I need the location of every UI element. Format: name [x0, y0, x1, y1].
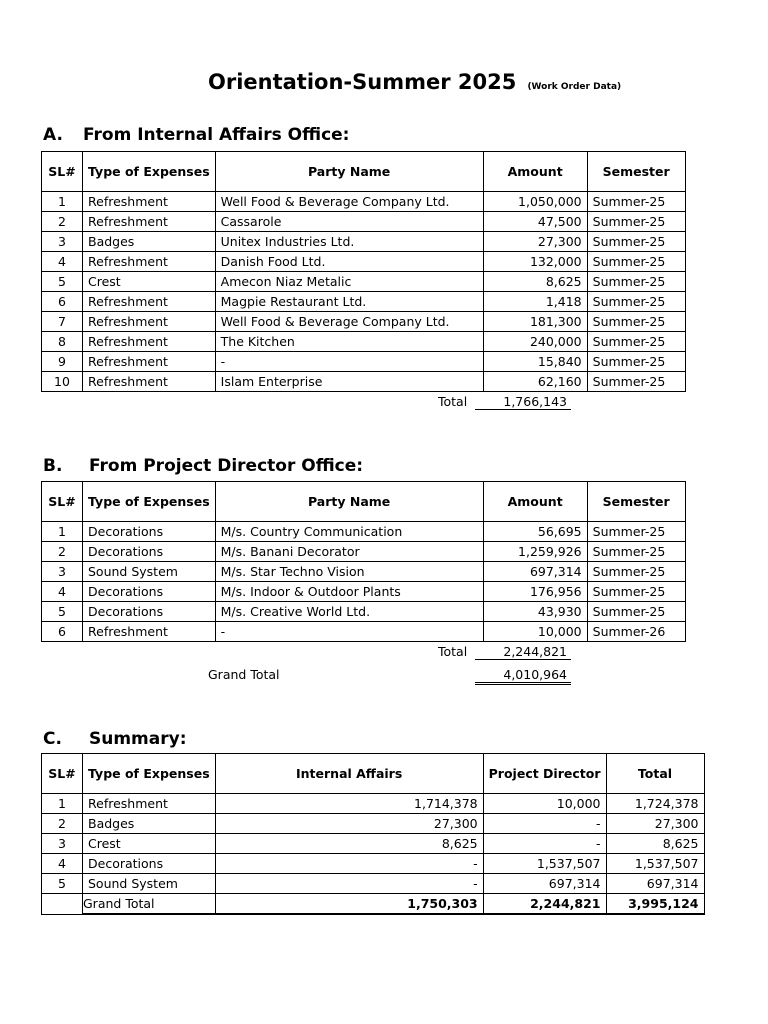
cell-sl: 1 [42, 192, 83, 212]
col-header-internal: Internal Affairs [215, 754, 483, 794]
table-row [42, 622, 686, 642]
cell-semester: Summer-25 [587, 192, 685, 212]
cell-total: 1,724,378 [606, 794, 704, 814]
cell-sl: 5 [42, 602, 83, 622]
cell-sl: 6 [42, 622, 83, 642]
cell-semester: Summer-25 [587, 562, 685, 582]
table-row [42, 794, 705, 814]
col-header-type: Type of Expenses [83, 754, 216, 794]
cell-type: Refreshment [83, 192, 216, 212]
grand-total-value: 4,010,964 [475, 667, 571, 685]
cell-party: M/s. Banani Decorator [215, 542, 483, 562]
cell-sl: 6 [42, 292, 83, 312]
cell-type: Sound System [83, 874, 216, 894]
cell-amount: 8,625 [483, 272, 587, 292]
table-row [42, 372, 686, 392]
summary-grand-total-project: 2,244,821 [483, 894, 606, 915]
cell-amount: 43,930 [483, 602, 587, 622]
cell-sl: 2 [42, 814, 83, 834]
cell-semester: Summer-25 [587, 602, 685, 622]
section-c-title: Summary: [89, 729, 187, 749]
cell-type: Refreshment [83, 372, 216, 392]
cell-type: Decorations [83, 854, 216, 874]
cell-sl: 1 [42, 794, 83, 814]
table-row [42, 192, 686, 212]
col-header-project: Project Director [483, 754, 606, 794]
section-a-total-value: 1,766,143 [475, 394, 571, 410]
table-row [42, 272, 686, 292]
col-header-party: Party Name [215, 482, 483, 522]
cell-type: Decorations [83, 602, 216, 622]
table-header-row [42, 754, 705, 794]
table-row [42, 232, 686, 252]
cell-type: Refreshment [83, 622, 216, 642]
cell-sl: 4 [42, 582, 83, 602]
section-b-title: From Project Director Office: [89, 456, 364, 476]
cell-amount: 62,160 [483, 372, 587, 392]
section-b-heading [43, 456, 363, 476]
cell-party: - [215, 622, 483, 642]
cell-amount: 47,500 [483, 212, 587, 232]
cell-amount: 1,259,926 [483, 542, 587, 562]
table-row [42, 252, 686, 272]
cell-sl: 4 [42, 854, 83, 874]
cell-internal: - [215, 874, 483, 894]
cell-semester: Summer-25 [587, 292, 685, 312]
section-b-total-label: Total [438, 644, 468, 659]
cell-sl: 5 [42, 874, 83, 894]
project-director-table [41, 481, 686, 642]
section-c-letter: C. [43, 729, 62, 749]
cell-type: Refreshment [83, 292, 216, 312]
table-row [42, 522, 686, 542]
cell-sl: 3 [42, 232, 83, 252]
cell-party: Cassarole [215, 212, 483, 232]
cell-semester: Summer-25 [587, 352, 685, 372]
cell-internal: 1,714,378 [215, 794, 483, 814]
cell-semester: Summer-25 [587, 522, 685, 542]
table-row [42, 352, 686, 372]
cell-total: 27,300 [606, 814, 704, 834]
section-a-heading [43, 125, 349, 145]
table-row [42, 874, 705, 894]
col-header-type: Type of Expenses [83, 482, 216, 522]
col-header-semester: Semester [587, 482, 685, 522]
cell-sl: 3 [42, 834, 83, 854]
summary-table [41, 753, 705, 915]
table-row [42, 562, 686, 582]
grand-total-label: Grand Total [208, 667, 280, 682]
cell-semester: Summer-25 [587, 372, 685, 392]
cell-amount: 56,695 [483, 522, 587, 542]
cell-internal: - [215, 854, 483, 874]
summary-grand-total-internal: 1,750,303 [215, 894, 483, 915]
section-a-letter: A. [43, 125, 63, 145]
cell-party: Islam Enterprise [215, 372, 483, 392]
page-title: Orientation-Summer 2025 [208, 70, 517, 94]
cell-amount: 15,840 [483, 352, 587, 372]
cell-project: 697,314 [483, 874, 606, 894]
table-row [42, 602, 686, 622]
cell-amount: 27,300 [483, 232, 587, 252]
cell-internal: 27,300 [215, 814, 483, 834]
cell-amount: 181,300 [483, 312, 587, 332]
col-header-sl: SL# [42, 152, 83, 192]
cell-type: Refreshment [83, 252, 216, 272]
cell-semester: Summer-25 [587, 312, 685, 332]
cell-semester: Summer-25 [587, 212, 685, 232]
table-row [42, 212, 686, 232]
cell-sl: 5 [42, 272, 83, 292]
summary-body [42, 794, 705, 894]
cell-project: 1,537,507 [483, 854, 606, 874]
cell-party: M/s. Indoor & Outdoor Plants [215, 582, 483, 602]
summary-grand-total-label: Grand Total [83, 894, 216, 915]
col-header-semester: Semester [587, 152, 685, 192]
cell-semester: Summer-25 [587, 542, 685, 562]
cell-amount: 132,000 [483, 252, 587, 272]
cell-party: - [215, 352, 483, 372]
cell-type: Badges [83, 232, 216, 252]
section-a-total-label: Total [438, 394, 468, 409]
table-row [42, 292, 686, 312]
cell-type: Crest [83, 272, 216, 292]
cell-project: 10,000 [483, 794, 606, 814]
section-b-total-value: 2,244,821 [475, 644, 571, 660]
cell-type: Crest [83, 834, 216, 854]
cell-type: Decorations [83, 522, 216, 542]
section-c-heading [43, 729, 187, 749]
cell-party: Magpie Restaurant Ltd. [215, 292, 483, 312]
table-row [42, 814, 705, 834]
cell-party: Well Food & Beverage Company Ltd. [215, 192, 483, 212]
cell-semester: Summer-25 [587, 272, 685, 292]
col-header-amount: Amount [483, 152, 587, 192]
page-title-row [208, 70, 621, 94]
cell-party: Well Food & Beverage Company Ltd. [215, 312, 483, 332]
col-header-type: Type of Expenses [83, 152, 216, 192]
cell-type: Refreshment [83, 352, 216, 372]
grand-total-blank-cell [42, 894, 83, 915]
cell-semester: Summer-26 [587, 622, 685, 642]
page-subtitle: (Work Order Data) [527, 82, 622, 92]
table-row [42, 582, 686, 602]
cell-type: Refreshment [83, 312, 216, 332]
cell-amount: 1,050,000 [483, 192, 587, 212]
cell-sl: 8 [42, 332, 83, 352]
col-header-amount: Amount [483, 482, 587, 522]
cell-party: M/s. Country Communication [215, 522, 483, 542]
cell-amount: 10,000 [483, 622, 587, 642]
cell-type: Refreshment [83, 332, 216, 352]
cell-party: M/s. Star Techno Vision [215, 562, 483, 582]
cell-semester: Summer-25 [587, 252, 685, 272]
cell-party: Amecon Niaz Metalic [215, 272, 483, 292]
cell-sl: 2 [42, 542, 83, 562]
internal-affairs-table [41, 151, 686, 392]
cell-party: Unitex Industries Ltd. [215, 232, 483, 252]
cell-type: Badges [83, 814, 216, 834]
table-row [42, 854, 705, 874]
table-row [42, 332, 686, 352]
table-row [42, 542, 686, 562]
cell-semester: Summer-25 [587, 332, 685, 352]
cell-party: M/s. Creative World Ltd. [215, 602, 483, 622]
col-header-party: Party Name [215, 152, 483, 192]
cell-amount: 1,418 [483, 292, 587, 312]
cell-type: Decorations [83, 542, 216, 562]
cell-semester: Summer-25 [587, 232, 685, 252]
internal-affairs-body [42, 192, 686, 392]
cell-party: The Kitchen [215, 332, 483, 352]
cell-amount: 697,314 [483, 562, 587, 582]
cell-type: Sound System [83, 562, 216, 582]
table-row [42, 312, 686, 332]
cell-semester: Summer-25 [587, 582, 685, 602]
section-b-letter: B. [43, 456, 63, 476]
cell-total: 697,314 [606, 874, 704, 894]
col-header-sl: SL# [42, 482, 83, 522]
project-director-body [42, 522, 686, 642]
cell-internal: 8,625 [215, 834, 483, 854]
cell-project: - [483, 814, 606, 834]
cell-type: Refreshment [83, 794, 216, 814]
col-header-total: Total [606, 754, 704, 794]
summary-grand-total-total: 3,995,124 [606, 894, 704, 915]
cell-amount: 176,956 [483, 582, 587, 602]
cell-type: Decorations [83, 582, 216, 602]
section-a-title: From Internal Affairs Office: [83, 125, 350, 145]
cell-sl: 10 [42, 372, 83, 392]
table-header-row [42, 482, 686, 522]
table-header-row [42, 152, 686, 192]
cell-sl: 9 [42, 352, 83, 372]
col-header-sl: SL# [42, 754, 83, 794]
cell-total: 1,537,507 [606, 854, 704, 874]
cell-sl: 4 [42, 252, 83, 272]
cell-type: Refreshment [83, 212, 216, 232]
cell-sl: 2 [42, 212, 83, 232]
cell-project: - [483, 834, 606, 854]
cell-total: 8,625 [606, 834, 704, 854]
table-row [42, 834, 705, 854]
cell-amount: 240,000 [483, 332, 587, 352]
cell-party: Danish Food Ltd. [215, 252, 483, 272]
cell-sl: 7 [42, 312, 83, 332]
summary-grand-total-row [42, 894, 705, 915]
cell-sl: 1 [42, 522, 83, 542]
cell-sl: 3 [42, 562, 83, 582]
